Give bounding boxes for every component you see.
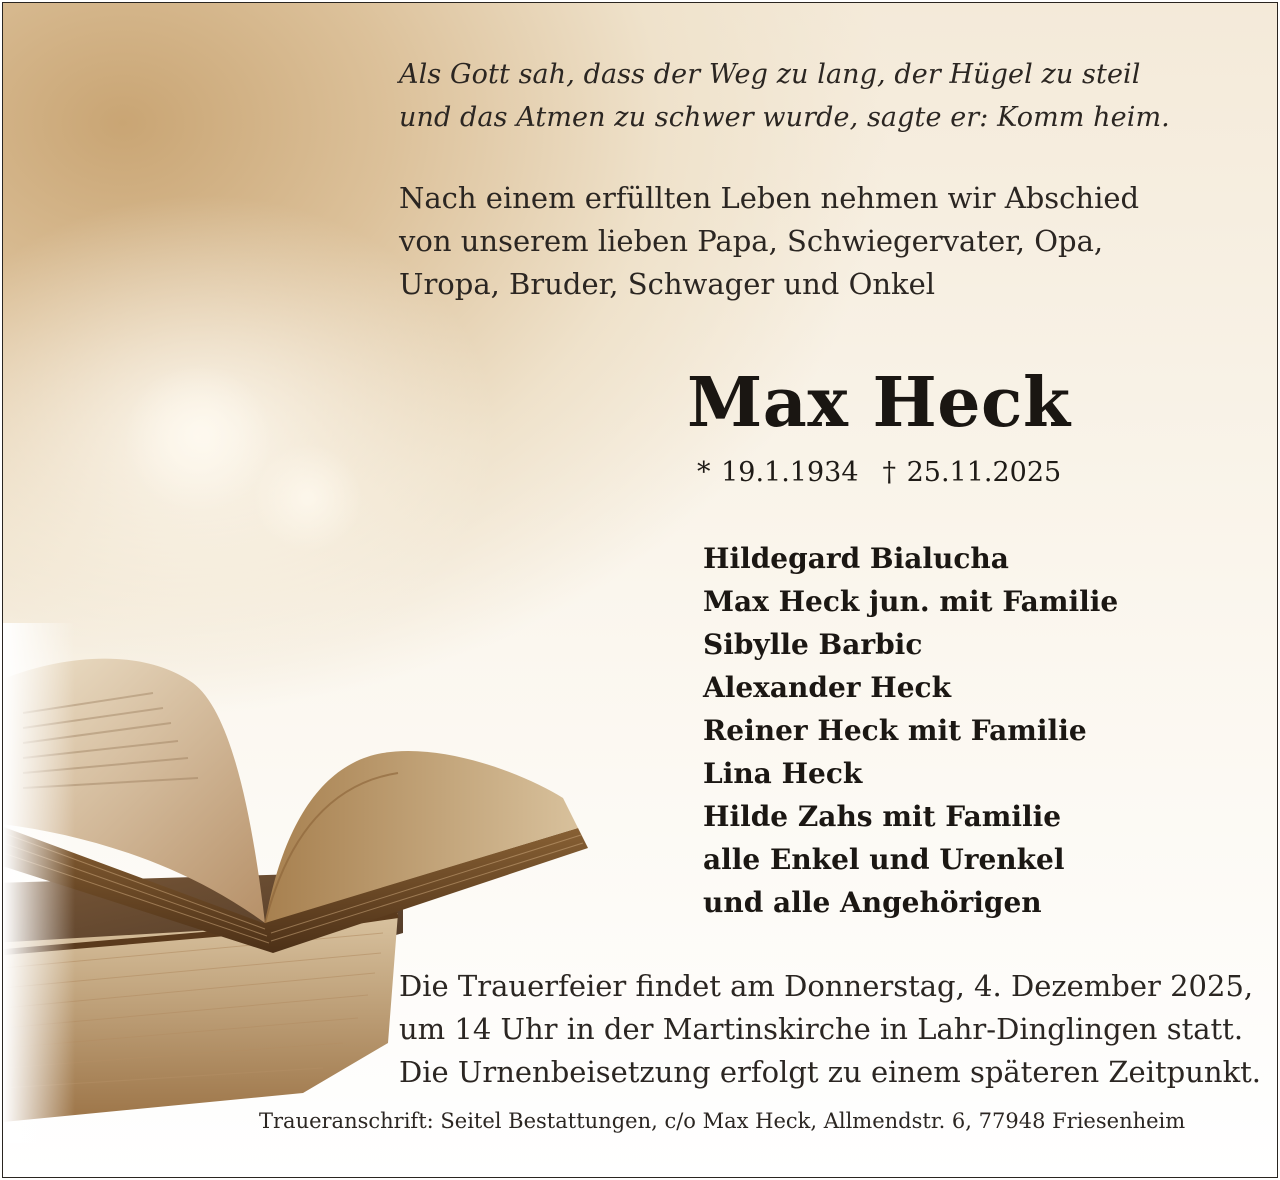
obituary-card [2, 2, 1278, 1178]
poem-quote [399, 53, 1170, 139]
mourner-name: Reiner Heck mit Familie [703, 714, 1087, 747]
mourner-name: Max Heck jun. mit Familie [703, 585, 1119, 618]
ceremony-line: Die Urnenbeisetzung erfolgt zu einem späteren Zeitpunkt. [399, 1055, 1262, 1089]
mourner-name: Hilde Zahs mit Familie [703, 800, 1062, 833]
farewell-intro-line: von unserem lieben Papa, Schwiegervater, Opa, [399, 224, 1104, 258]
mourner-name: Hildegard Bialucha [703, 542, 1009, 575]
ceremony-details [399, 965, 1261, 1094]
deceased-name: Max Heck [687, 363, 1071, 443]
ceremony-line: Die Trauerfeier findet am Donnerstag, 4. Dezember 2025, [399, 969, 1254, 1003]
birth-date: * 19.1.1934 [697, 457, 859, 488]
death-date: † 25.11.2025 [882, 457, 1062, 488]
mourner-name: Sibylle Barbic [703, 628, 923, 661]
mourner-name: und alle Angehörigen [703, 886, 1042, 919]
mourning-address: Traueranschrift: Seitel Bestattungen, c/o Max Heck, Allmendstr. 6, 77948 Friesenheim [259, 1109, 1186, 1133]
life-dates [697, 455, 1061, 491]
poem-quote-line: und das Atmen zu schwer wurde, sagte er: Komm heim. [399, 102, 1170, 133]
light-bokeh [123, 363, 273, 513]
farewell-intro [399, 177, 1139, 306]
poem-quote-line: Als Gott sah, dass der Weg zu lang, der Hügel zu steil [399, 59, 1141, 90]
farewell-intro-line: Nach einem erfüllten Leben nehmen wir Abschied [399, 181, 1140, 215]
mourner-name: Lina Heck [703, 757, 863, 790]
mourners-list [703, 537, 1118, 924]
mourner-name: Alexander Heck [703, 671, 951, 704]
farewell-intro-line: Uropa, Bruder, Schwager und Onkel [399, 267, 936, 301]
light-bokeh [253, 443, 363, 553]
mourner-name: alle Enkel und Urenkel [703, 843, 1065, 876]
ceremony-line: um 14 Uhr in der Martinskirche in Lahr-Dinglingen statt. [399, 1012, 1244, 1046]
